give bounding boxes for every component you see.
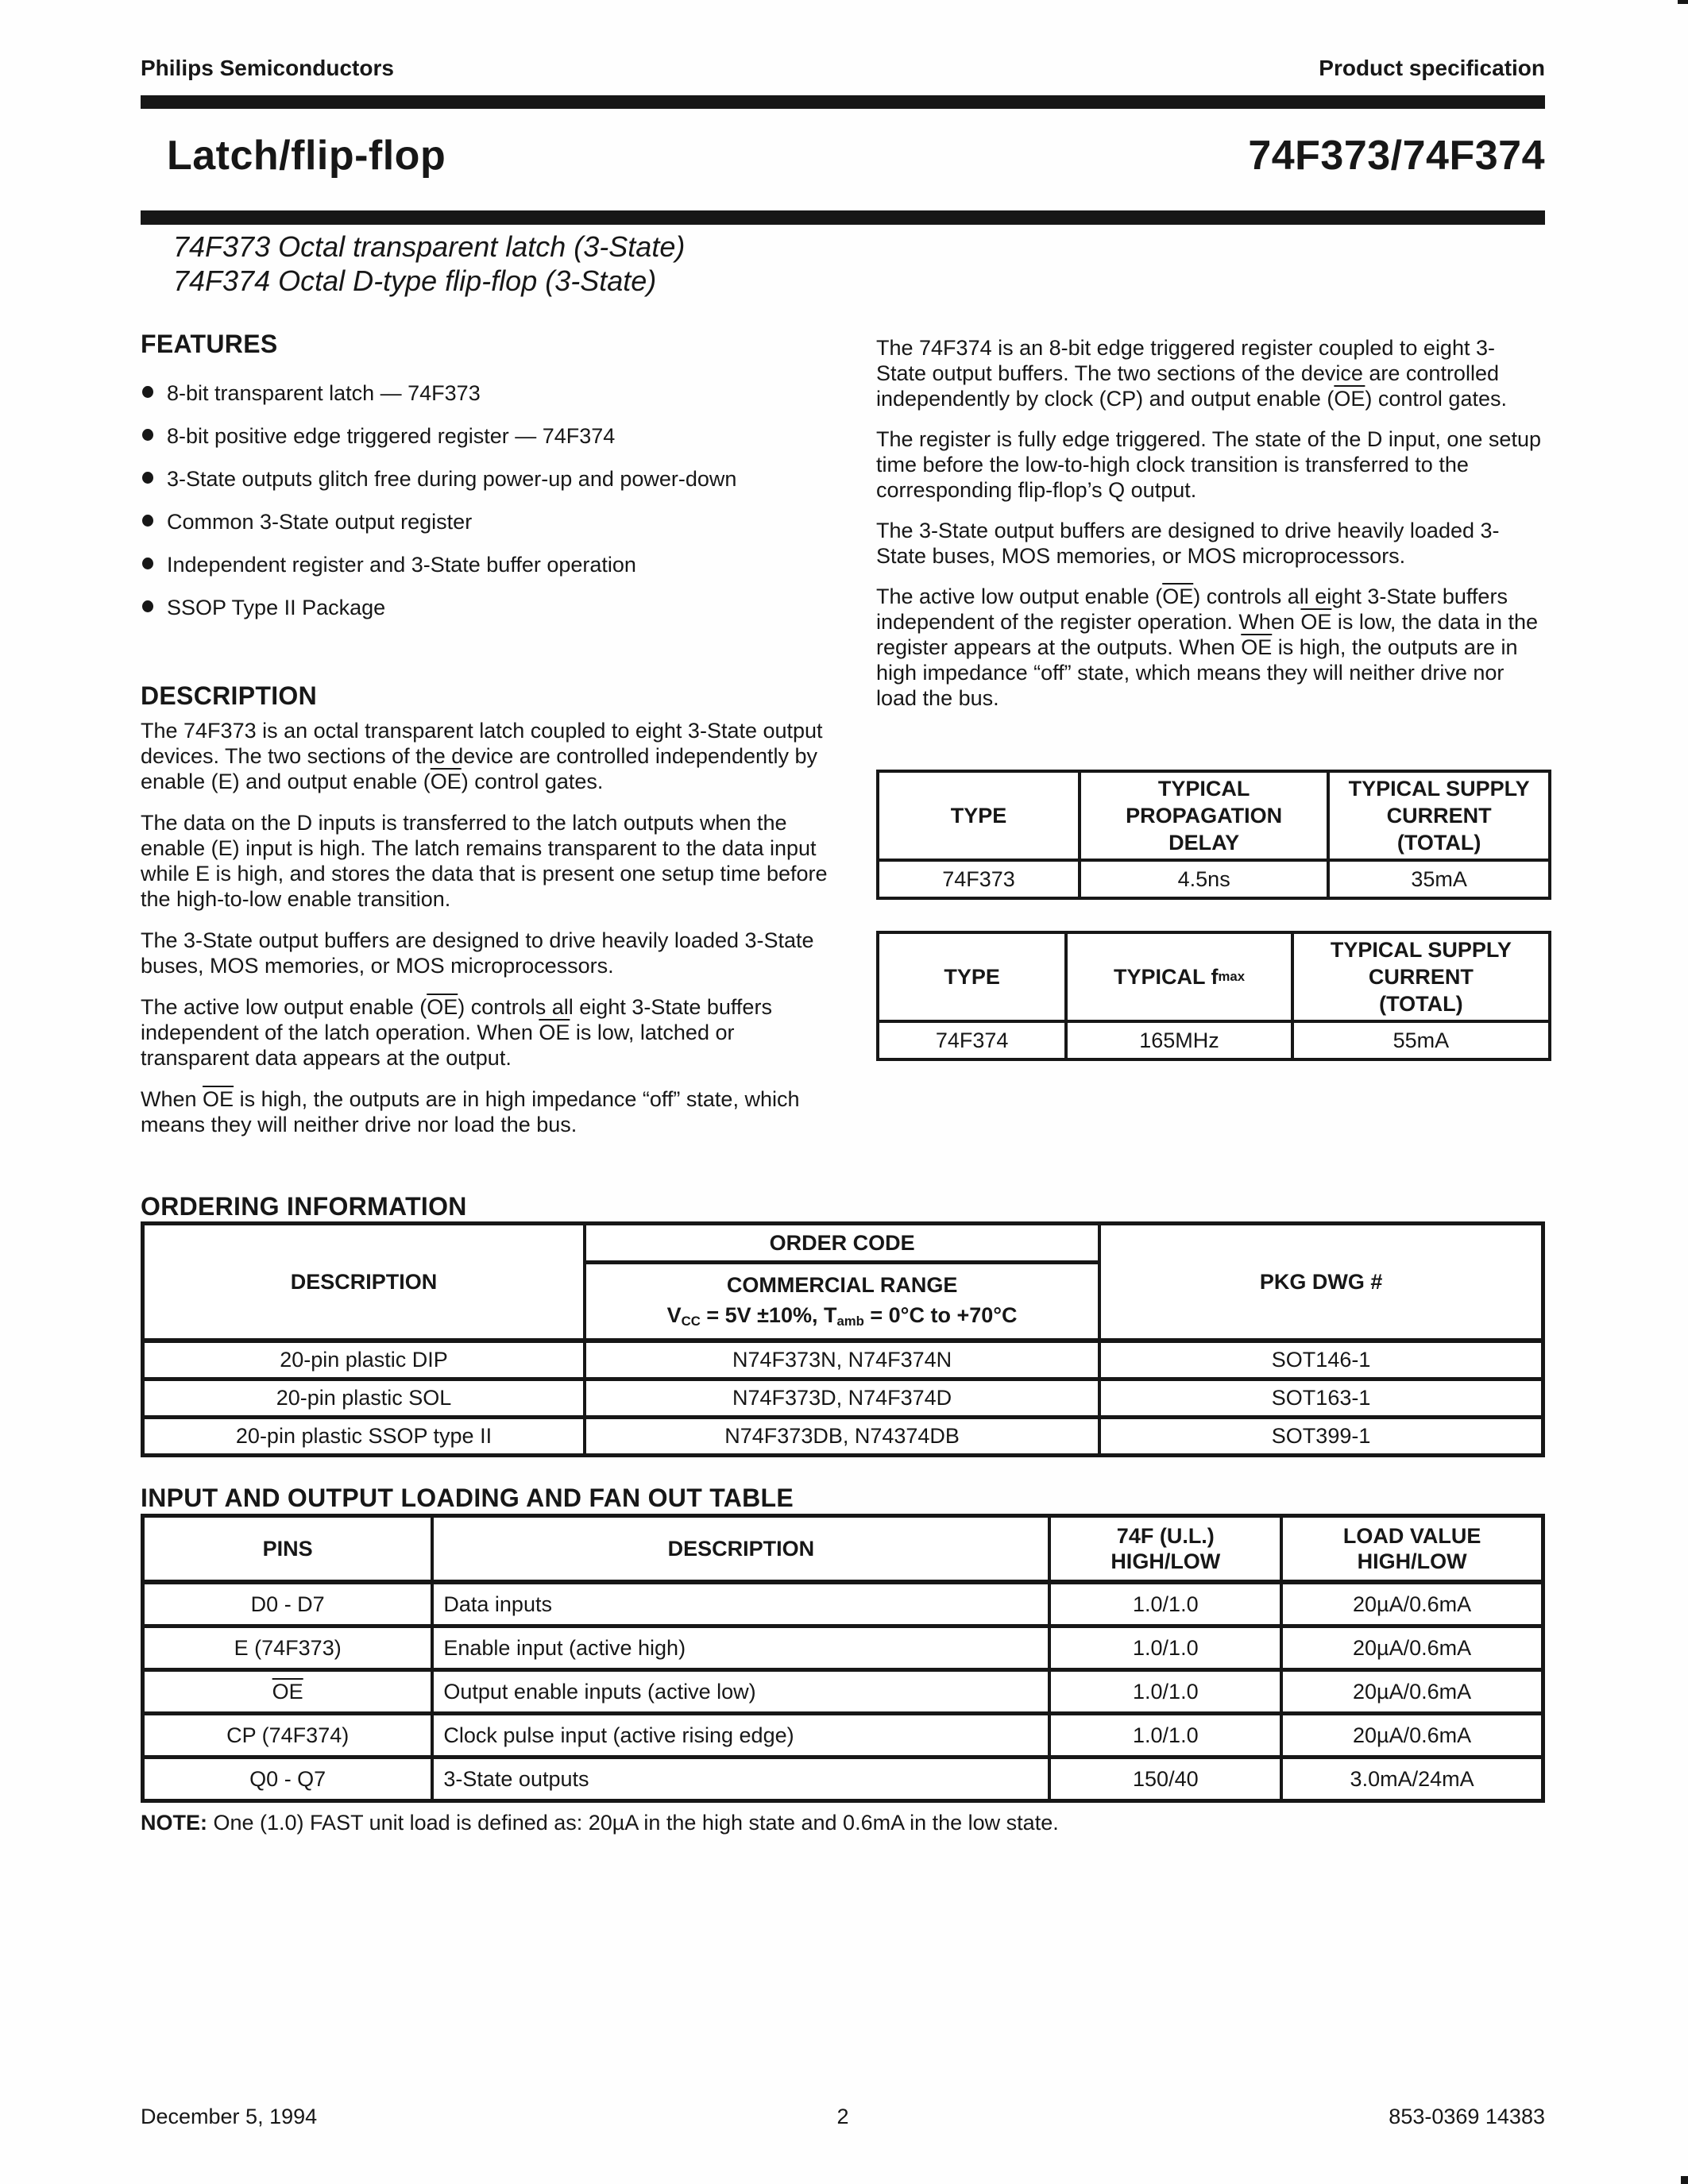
table-cell: 3.0mA/24mA: [1280, 1759, 1541, 1799]
table-cell: 20µA/0.6mA: [1280, 1672, 1541, 1711]
description-heading: DESCRIPTION: [141, 681, 317, 710]
features-list: [141, 380, 863, 638]
feature-text: SSOP Type II Package: [167, 596, 386, 619]
feature-text: Common 3-State output register: [167, 510, 473, 534]
column-header: DESCRIPTION: [431, 1518, 1048, 1580]
paragraph: The active low output enable $(\overline{OE})$ controls all eight 3-State buffers independent of the latch operation. When $\overline{OE}$ is low, latched or transparent data appears at the output.: [141, 995, 772, 1070]
74f374-summary-table: [876, 931, 1551, 1061]
list-item: [141, 595, 863, 638]
table-cell-pins: Q0 - Q7: [249, 1767, 326, 1791]
table-cell: N74F373N, N74F374N: [583, 1343, 1101, 1377]
table-cell: 1.0/1.0: [1048, 1584, 1280, 1624]
page-footer: [141, 2105, 1545, 2129]
table-cell: Data inputs: [431, 1584, 1048, 1624]
table-cell: 1.0/1.0: [1048, 1715, 1280, 1755]
paragraph: The 74F373 is an octal transparent latch coupled to eight 3-State output devices. The two sections of the device are controlled independently by enable (E) and output enable $(\overline{OE})$ control gates.: [141, 719, 823, 793]
paragraph: When $\overline{OE}$ is high, the outputs are in high impedance “off” state, which means they will neither drive nor load the bus.: [141, 1087, 800, 1136]
ordering-information-section: [141, 1194, 1545, 1457]
note-label: NOTE:: [141, 1811, 207, 1835]
table-cell: 74F374: [935, 1028, 1009, 1052]
list-item: [141, 509, 863, 552]
column-header: TYPE: [950, 804, 1007, 828]
paragraph: The active low output enable $(\overline{OE})$ controls all eight 3-State buffers independent of the register operation. When $\overline{OE}$ is low, the data in the register appears at the outputs. When $\overline{OE}$ is high, the outputs are in high impedance “off” state, which means they will neither drive nor load the bus.: [876, 585, 1539, 710]
table-cell: 1.0/1.0: [1048, 1628, 1280, 1668]
table-row: [145, 1584, 1541, 1624]
page-header: [141, 56, 1545, 81]
column-header: TYPICAL SUPPLY CURRENT (TOTAL): [1327, 773, 1548, 859]
table-cell: 74F373: [942, 867, 1015, 891]
note-text: One (1.0) FAST unit load is defined as: 20µA in the high state and 0.6mA in the low state.: [207, 1811, 1059, 1835]
commercial-range-block: [586, 1264, 1098, 1338]
column-header: TYPE: [944, 965, 1000, 989]
table-cell: SOT146-1: [1271, 1348, 1371, 1372]
table-row: [145, 1624, 1541, 1668]
scan-artifact-top-right: [1678, 0, 1688, 4]
table-cell: 20µA/0.6mA: [1280, 1715, 1541, 1755]
subtitle-line-74f373: 74F373 Octal transparent latch (3-State): [173, 230, 686, 263]
table-row: [145, 1668, 1541, 1711]
table-cell: SOT399-1: [1271, 1424, 1371, 1448]
column-header-pkg-dwg: PKG DWG #: [1259, 1269, 1383, 1294]
table-row: [145, 1711, 1541, 1755]
ordering-heading: ORDERING INFORMATION: [141, 1192, 467, 1221]
vcc-conditions: $V_{CC} = 5V \pm 10\%$, $T_{amb} = 0^\circ C$ to +70°C: [666, 1302, 1018, 1329]
table-cell: 20µA/0.6mA: [1280, 1584, 1541, 1624]
table-cell: 4.5ns: [1078, 862, 1327, 897]
table-cell-pins: $\overline{OE}$: [272, 1680, 303, 1704]
paragraph: The register is fully edge triggered. The state of the D input, one setup time before the low-to-high clock transition is transferred to the corresponding flip-flop’s Q output.: [876, 427, 1541, 502]
table-cell-pins: D0 - D7: [250, 1592, 325, 1616]
bullet-icon: [142, 472, 153, 484]
table-row: [145, 1755, 1541, 1799]
header-spec-type: Product specification: [1319, 56, 1545, 80]
description-section: [141, 683, 844, 1153]
column-header: TYPICAL PROPAGATION DELAY: [1078, 773, 1327, 859]
table-cell-pins: CP (74F374): [226, 1723, 350, 1747]
table-cell: 55mA: [1291, 1023, 1548, 1058]
ordering-table: [141, 1221, 1545, 1457]
table-header-row: [145, 1225, 1541, 1343]
order-code-label: ORDER CODE: [586, 1225, 1098, 1264]
table-cell: 3-State outputs: [431, 1759, 1048, 1799]
list-item: [141, 466, 863, 509]
table-cell: N74F373DB, N74374DB: [583, 1419, 1101, 1453]
column-header: LOAD VALUE HIGH/LOW: [1280, 1518, 1541, 1580]
table-cell: 35mA: [1327, 862, 1548, 897]
table-cell: 1.0/1.0: [1048, 1672, 1280, 1711]
feature-text: 8-bit positive edge triggered register — 74F374: [167, 424, 616, 448]
table-cell: 165MHz: [1064, 1023, 1291, 1058]
table-cell: 20-pin plastic DIP: [280, 1348, 448, 1372]
column-header-description: DESCRIPTION: [290, 1269, 438, 1294]
column-header: PINS: [262, 1537, 313, 1561]
bullet-icon: [142, 600, 153, 612]
table-cell: N74F373D, N74F374D: [583, 1381, 1101, 1415]
commercial-range-label: COMMERCIAL RANGE: [726, 1272, 958, 1297]
table-cell: Enable input (active high): [431, 1628, 1048, 1668]
paragraph: The 3-State output buffers are designed to drive heavily loaded 3-State buses, MOS memories, or MOS microprocessors.: [876, 519, 1500, 568]
part-numbers: 74F373/74F374: [1248, 133, 1545, 179]
subtitle: [173, 230, 685, 298]
divider-bar-top: [141, 95, 1545, 109]
footer-page-number: 2: [836, 2105, 849, 2128]
table-row: [145, 1415, 1541, 1453]
features-section: [141, 331, 863, 638]
feature-text: Independent register and 3-State buffer operation: [167, 553, 636, 577]
table-header-row: [145, 1518, 1541, 1584]
paragraph: The 3-State output buffers are designed to drive heavily loaded 3-State buses, MOS memories, or MOS microprocessors.: [141, 928, 814, 978]
table-cell: SOT163-1: [1271, 1386, 1371, 1410]
feature-text: 8-bit transparent latch — 74F373: [167, 381, 481, 405]
list-item: [141, 552, 863, 595]
loading-fanout-section: [141, 1485, 1545, 1803]
table-cell: 20-pin plastic SOL: [276, 1386, 452, 1410]
table-row: [145, 1343, 1541, 1377]
column-header: 74F (U.L.) HIGH/LOW: [1048, 1518, 1280, 1580]
table-cell: 20µA/0.6mA: [1280, 1628, 1541, 1668]
table-header-row: [879, 934, 1548, 1023]
column-header: TYPICAL f max: [1064, 934, 1291, 1020]
footer-date: December 5, 1994: [141, 2105, 318, 2128]
footer-doc-number: 853-0369 14383: [1389, 2105, 1545, 2128]
header-company: Philips Semiconductors: [141, 56, 394, 80]
table-cell: 150/40: [1048, 1759, 1280, 1799]
features-heading: FEATURES: [141, 330, 278, 358]
74f373-summary-table: [876, 770, 1551, 900]
table-body: [145, 1343, 1541, 1453]
list-item: [141, 423, 863, 466]
feature-text: 3-State outputs glitch free during power-up and power-down: [167, 467, 737, 491]
table-cell-pins: E (74F373): [234, 1636, 342, 1660]
bullet-icon: [142, 515, 153, 527]
loading-heading: INPUT AND OUTPUT LOADING AND FAN OUT TABLE: [141, 1484, 794, 1512]
paragraph: The data on the D inputs is transferred to the latch outputs when the enable (E) input is high. The latch remains transparent to the data input while E is high, and stores the data that is present one setup time before the high-to-low enable transition.: [141, 811, 828, 911]
divider-bar-title: [141, 210, 1545, 225]
table-row: [879, 862, 1548, 897]
column-header: TYPICAL SUPPLY CURRENT (TOTAL): [1291, 934, 1548, 1020]
scan-artifact-bottom-right: [1681, 2176, 1688, 2184]
column-header-order-code: [583, 1225, 1101, 1338]
page-title: Latch/flip-flop: [167, 133, 446, 179]
right-column-text: [876, 335, 1545, 726]
table-header-row: [879, 773, 1548, 862]
title-row: [141, 132, 1545, 179]
bullet-icon: [142, 386, 153, 398]
list-item: [141, 380, 863, 423]
bullet-icon: [142, 558, 153, 569]
table-cell: 20-pin plastic SSOP type II: [235, 1424, 492, 1448]
table-cell: Output enable inputs (active low): [431, 1672, 1048, 1711]
bullet-icon: [142, 429, 153, 441]
table-row: [145, 1377, 1541, 1415]
loading-table: [141, 1514, 1545, 1803]
table-cell: Clock pulse input (active rising edge): [431, 1715, 1048, 1755]
table-note: [141, 1811, 1059, 1835]
paragraph: The 74F374 is an 8-bit edge triggered register coupled to eight 3-State output buffers. The two sections of the device are controlled independently by clock (CP) and output enable $(\overline{OE})$ control gates.: [876, 336, 1507, 411]
subtitle-line-74f374: 74F374 Octal D-type flip-flop (3-State): [173, 264, 657, 297]
table-row: [879, 1023, 1548, 1058]
